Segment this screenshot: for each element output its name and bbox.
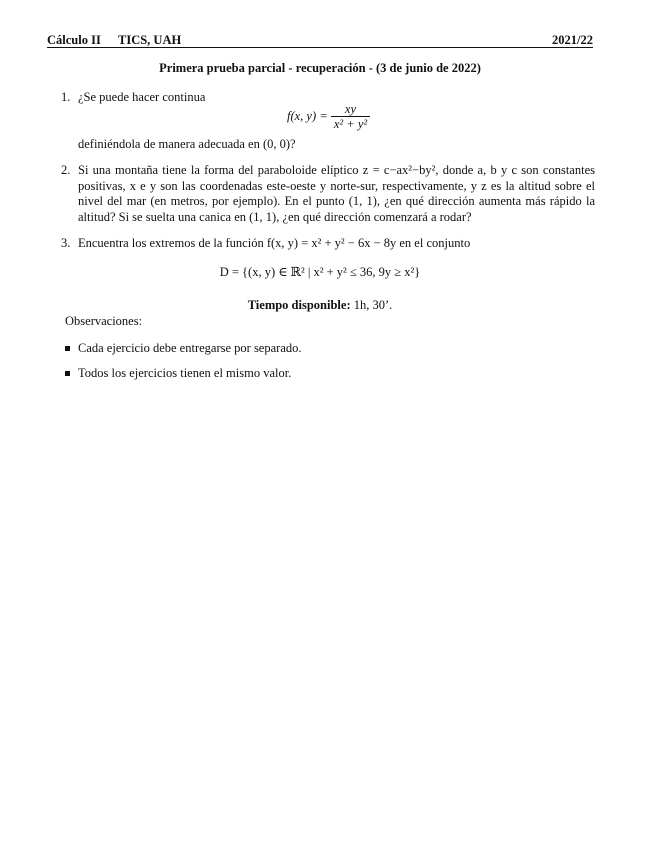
bullet-icon [65,346,70,351]
question-number: 3. [61,236,71,250]
list-item [65,366,291,381]
formula-fraction [331,102,370,131]
question-intro: ¿Se puede hacer continua [78,90,206,104]
q3-set-definition: D = {(x, y) ∈ ℝ² | x² + y² ≤ 36, 9y ≥ x²} [219,265,421,279]
time-value: 1h, 30’. [350,298,393,312]
observation-text: Cada ejercicio debe entregarse por separado. [78,341,302,355]
formula-denominator: x² + y² [333,117,368,131]
list-item [65,341,302,356]
academic-year: 2021/22 [552,33,593,47]
question-number: 1. [61,90,71,104]
time-available [0,298,640,313]
header [47,31,593,49]
time-label: Tiempo disponible: [247,298,351,312]
q1-formula [287,102,370,131]
bullet-icon [65,371,70,376]
question-text: Si una montaña tiene la forma del paraboloide elíptico z = c−ax²−by², donde a, b y c son constantes positivas, x e y son las coordenadas este-oeste y norte-sur, respectivamente, y z es la altitud sobre el nivel del mar (en metros, por ejemplo). En el punto (1, 1), ¿en qué dirección aumenta más rápido la altitud? Si se suelta una canica en (1, 1), ¿en qué dirección comenzará a rodar? [78,163,595,224]
formula-numerator: xy [331,102,370,117]
question-text: Encuentra los extremos de la función f(x, y) = x² + y² − 6x − 8y en el conjunto [78,236,471,250]
observation-text: Todos los ejercicios tienen el mismo valor. [78,366,292,380]
course-name: Cálculo II [47,33,101,47]
exam-title: Primera prueba parcial - recuperación - (3 de junio de 2022) [159,61,481,75]
formula-lhs: f(x, y) = [287,109,328,123]
header-rule [47,47,593,48]
observations-label: Observaciones: [65,314,143,328]
question-number: 2. [61,163,71,177]
institution-name: TICS, UAH [118,33,182,47]
question-follow-text: definiéndola de manera adecuada en (0, 0)? [78,137,296,151]
